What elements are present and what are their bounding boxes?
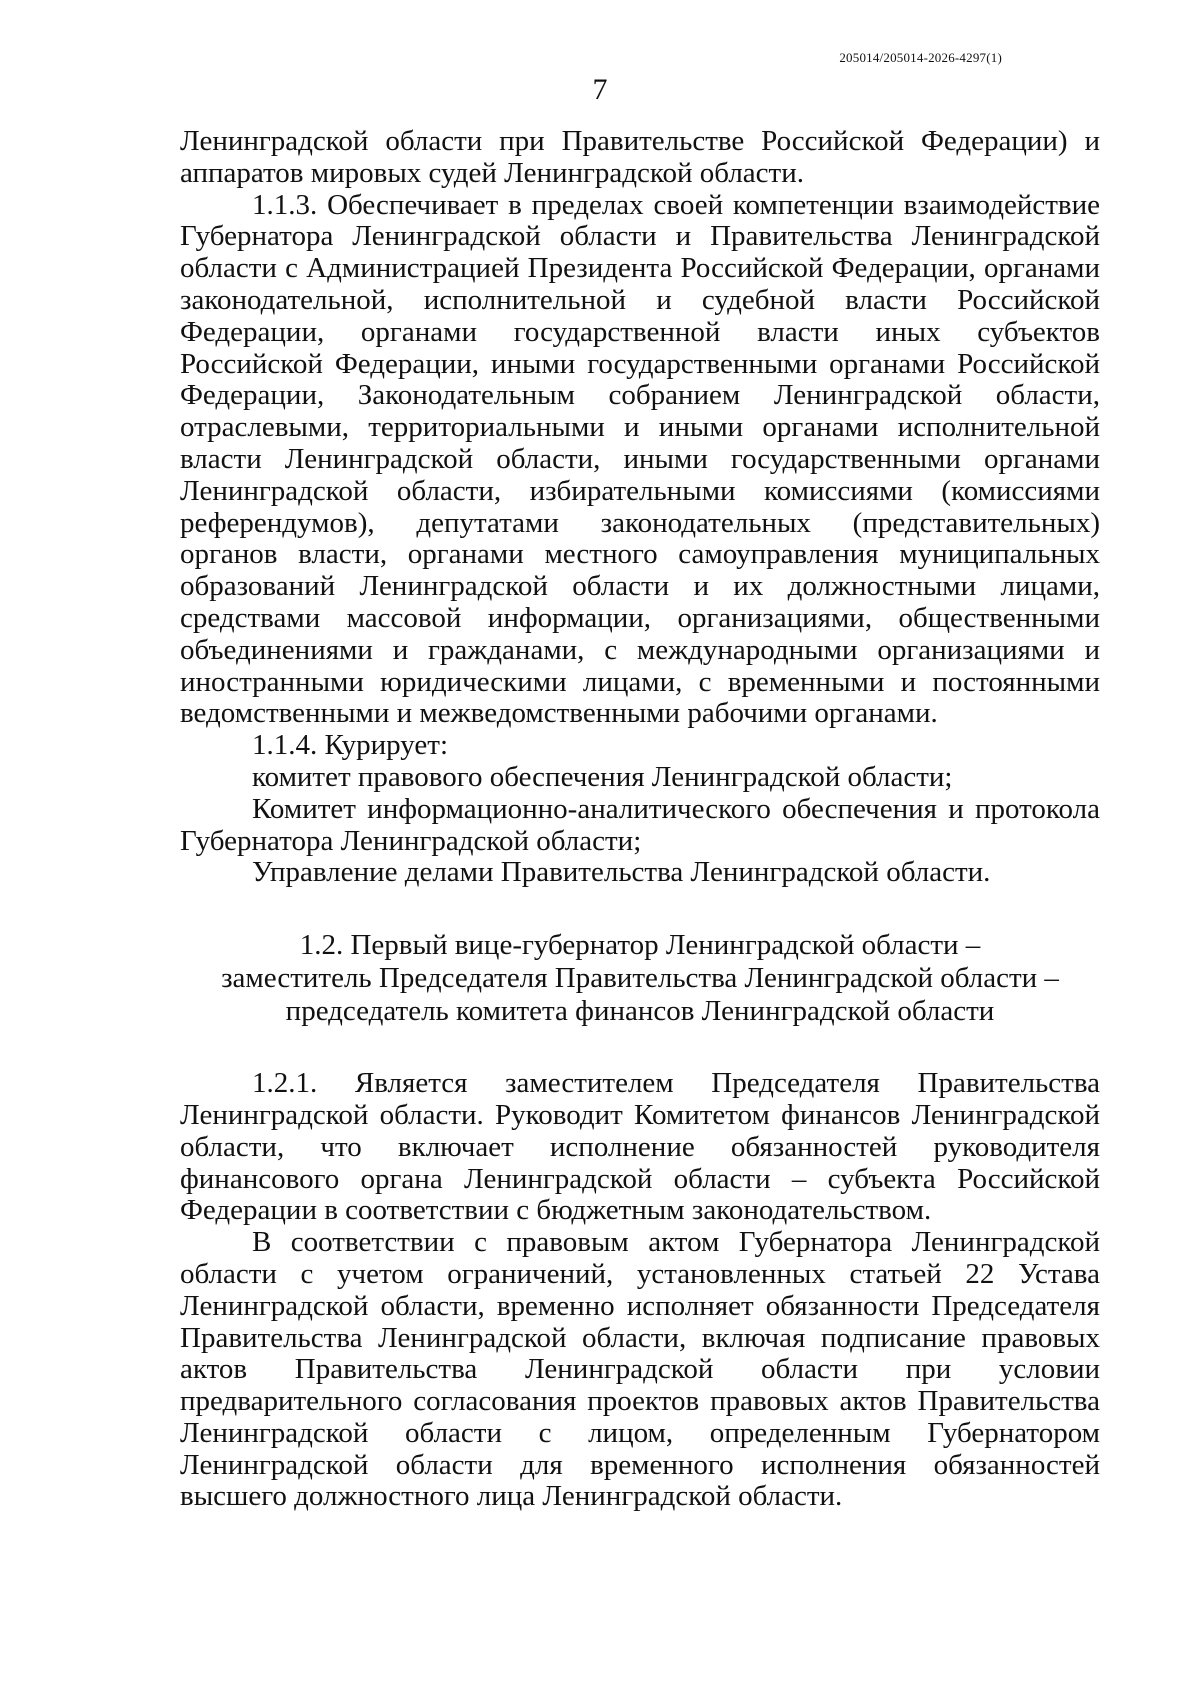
section-heading-line: председатель комитета финансов Ленинградской области [285, 995, 995, 1028]
section-heading-line: заместитель Председателя Правительства Ленинградской области – [221, 962, 1059, 995]
paragraph: 1.1.4. Курирует: [252, 729, 449, 762]
paragraph: 1.2.1. Является заместителем Председателя Правительства Ленинградской области. Руководит Комитетом финансов Ленинградской области, что включает исполнение обязанностей руководителя финансового органа Ленинградской области – субъекта Российской Федерации в соответствии с бюджетным законодательством. [180, 1067, 1100, 1227]
section-heading [180, 929, 1100, 1028]
paragraph-group-bottom [180, 1068, 1100, 1513]
paragraph-group-top [180, 126, 1100, 889]
document-body [180, 126, 1100, 1513]
paragraph: Комитет информационно-аналитического обеспечения и протокола Губернатора Ленинградской области; [180, 792, 1100, 857]
paragraph: В соответствии с правовым актом Губернатора Ленинградской области с учетом ограничений, установленных статьей 22 Устава Ленинградской области, временно исполняет обязанности Председателя Правительства Ленинградской области, включая подписание правовых актов Правительства Ленинградской области при условии предварительного согласования проектов правовых актов Правительства Ленинградской области с лицом, определенным Губернатором Ленинградской области для временного исполнения обязанностей высшего должностного лица Ленинградской области. [180, 1226, 1100, 1513]
page-number: 7 [592, 73, 608, 106]
section-heading-line: 1.2. Первый вице-губернатор Ленинградской области – [299, 929, 981, 962]
paragraph: 1.1.3. Обеспечивает в пределах своей компетенции взаимодействие Губернатора Ленинградской области и Правительства Ленинградской области с Администрацией Президента Российской Федерации, органами законодательной, исполнительной и судебной власти Российской Федерации, органами государственной власти иных субъектов Российской Федерации, иными государственными органами Российской Федерации, Законодательным собранием Ленинградской области, отраслевыми, территориальными и иными органами исполнительной власти Ленинградской области, иными государственными органами Ленинградской области, избирательными комиссиями (комиссиями референдумов), депутатами законодательных (представительных) органов власти, органами местного самоуправления муниципальных образований Ленинградской области и их должностными лицами, средствами массовой информации, организациями, общественными объединениями и гражданами, с международными организациями и иностранными юридическими лицами, с временными и постоянными ведомственными и межведомственными рабочими органами. [180, 188, 1100, 730]
document-registration-number: 205014/205014-2026-4297(1) [839, 50, 1002, 65]
paragraph: Управление делами Правительства Ленинградской области. [252, 856, 991, 889]
paragraph: Ленинградской области при Правительстве Российской Федерации) и аппаратов мировых судей Ленинградской области. [180, 125, 1100, 189]
paragraph: комитет правового обеспечения Ленинградской области; [252, 760, 953, 793]
